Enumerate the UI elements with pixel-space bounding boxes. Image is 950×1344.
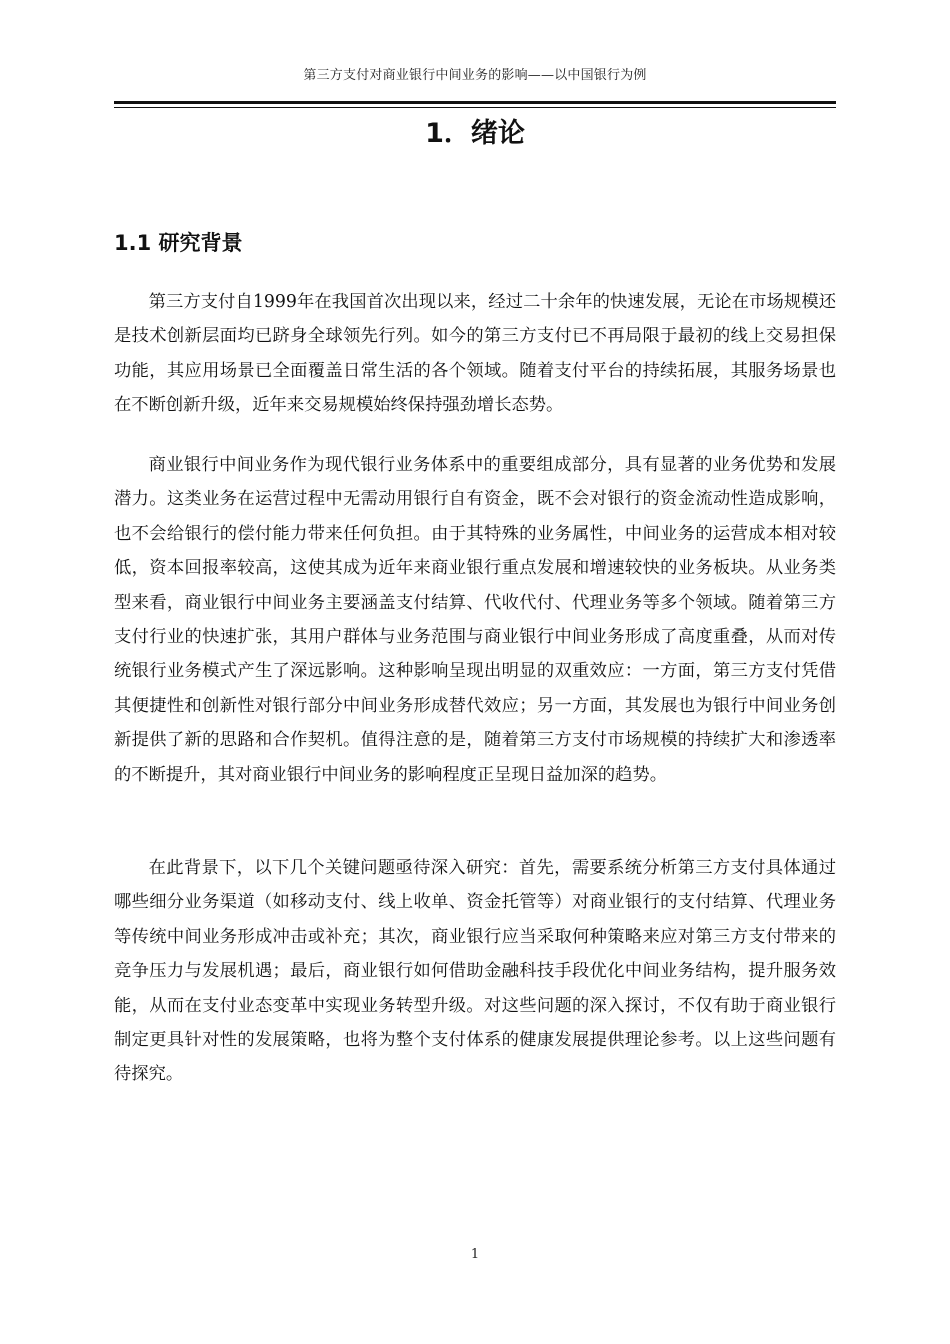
page-number: 1 [470,1247,480,1262]
section-title: 1.1 研究背景 [114,231,243,255]
paragraph-background-1: 第三方支付自1999年在我国首次出现以来，经过二十余年的快速发展，无论在市场规模还是技术创新层面均已跻身全球领先行列。如今的第三方支付已不再局限于最初的线上交易担保功能，其应用场景已全面覆盖日常生活的各个领域。随着支付平台的持续拓展，其服务场景也在不断创新升级，近年来交易规模始终保持强劲增长态势。 [114,292,836,416]
header-rule-thick [114,101,836,104]
chapter-title: 1．绪论 [425,118,525,149]
paragraph-background-2: 商业银行中间业务作为现代银行业务体系中的重要组成部分，具有显著的业务优势和发展潜力。这类业务在运营过程中无需动用银行自有资金，既不会对银行的资金流动性造成影响，也不会给银行的偿付能力带来任何负担。由于其特殊的业务属性，中间业务的运营成本相对较低，资本回报率较高，这使其成为近年来商业银行重点发展和增速较快的业务板块。从业务类型来看，商业银行中间业务主要涵盖支付结算、代收代付、代理业务等多个领域。随着第三方支付行业的快速扩张，其用户群体与业务范围与商业银行中间业务形成了高度重叠，从而对传统银行业务模式产生了深远影响。这种影响呈现出明显的双重效应：一方面，第三方支付凭借其便捷性和创新性对银行部分中间业务形成替代效应；另一方面，其发展也为银行中间业务创新提供了新的思路和合作契机。值得注意的是，随着第三方支付市场规模的持续扩大和渗透率的不断提升，其对商业银行中间业务的影响程度正呈现日益加深的趋势。 [114,455,836,785]
paragraph-background-3: 在此背景下，以下几个关键问题亟待深入研究：首先，需要系统分析第三方支付具体通过哪些细分业务渠道（如移动支付、线上收单、资金托管等）对商业银行的支付结算、代理业务等传统中间业务形成冲击或补充；其次，商业银行应当采取何种策略来应对第三方支付带来的竞争压力与发展机遇；最后，商业银行如何借助金融科技手段优化中间业务结构，提升服务效能，从而在支付业态变革中实现业务转型升级。对这些问题的深入探讨，不仅有助于商业银行制定更具针对性的发展策略，也将为整个支付体系的健康发展提供理论参考。以上这些问题有待探究。 [114,858,836,1085]
header-rule-thin [114,107,836,108]
running-header: 第三方支付对商业银行中间业务的影响——以中国银行为例 [303,68,647,83]
